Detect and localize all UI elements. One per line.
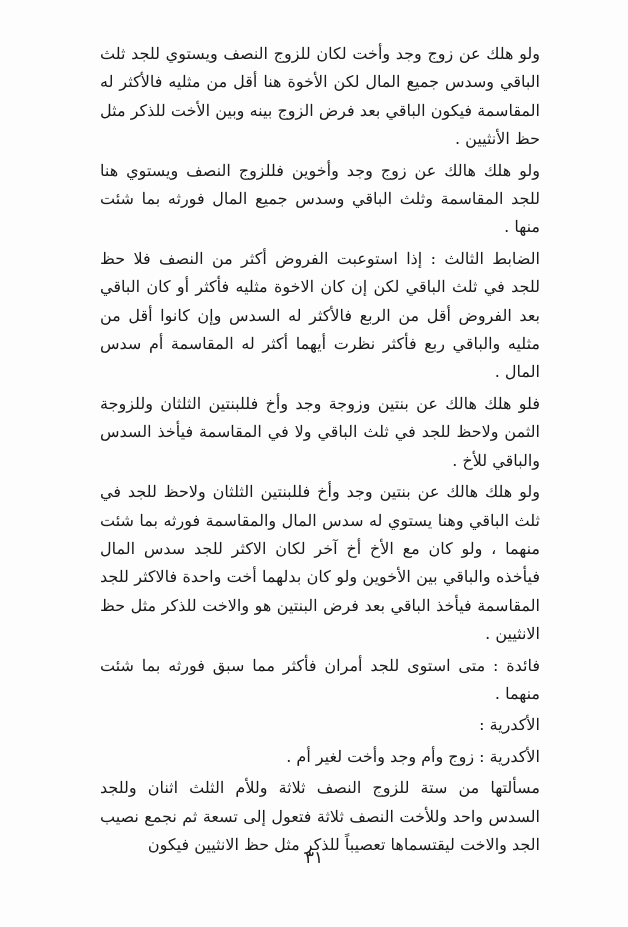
paragraph-6: فائدة : متى استوى للجد أمران فأكثر مما سبق فورثه بما شئت منهما . [100, 655, 540, 703]
paragraph-7: الأكدرية : [479, 715, 540, 735]
paragraph-9: مسألتها من ستة للزوج النصف ثلاثة وللأم الثلث اثنان وللجد السدس واحد وللأخت النصف ثلاثة فتعول إلى تسعة ثم نجمع نصيب الجد والاخت ليقتسماها تعصيباً للذكر مثل حظ الانثيين فيكون [100, 778, 540, 854]
paragraph-5: ولو هلك هالك عن بنتين وجد وأخ فللبنتين الثلثان ولاحظ للجد في ثلث الباقي وهنا يستوي له سدس المال والمقاسمة فورثه بما شئت منهما ، ولو كان مع الأخ أخ آخر لكان الاكثر للجد سدس المال فيأخذه والباقي بين الأخوين ولو كان بدلهما أخت واحدة فالاكثر للجد المقاسمة فيأخذ الباقي بعد فرض البنتين هو والاخت للذكر مثل حظ الانثيين . [100, 482, 540, 644]
paragraph-4: فلو هلك هالك عن بنتين وزوجة وجد وأخ فللبنتين الثلثان وللزوجة الثمن ولاحظ للجد في ثلث الباقي ولا في المقاسمة فيأخذ السدس والباقي للأخ . [100, 393, 540, 470]
page-body [100, 40, 540, 862]
paragraph-2: ولو هلك هالك عن زوج وجد وأخوين فللزوج النصف ويستوي هنا للجد المقاسمة وثلث الباقي وسدس جميع المال فورثه بما شئت منها . [100, 160, 540, 237]
paragraph-3: الضابط الثالث : إذا استوعبت الفروض أكثر من النصف فلا حظ للجد في ثلث الباقي لكن إن كان الاخوة مثليه فأكثر أو كان الباقي بعد الفروض أقل من الربع فالأكثر له السدس وإن كانوا أقل من مثليه والباقي ربع فأكثر نظرت أيهما أكثر له المقاسمة أم سدس المال . [100, 248, 540, 382]
page-number: ٣١ [304, 848, 324, 868]
paragraph-8: الأكدرية : زوج وأم وجد وأخت لغير أم . [286, 746, 540, 766]
paragraph-1: ولو هلك عن زوج وجد وأخت لكان للزوج النصف ويستوي للجد ثلث الباقي وسدس جميع المال لكن الأخوة هنا أقل من مثليه فالأكثر له المقاسمة فيكون الباقي بعد فرض الزوج بينه وبين الأخت للذكر مثل حظ الأنثيين . [100, 44, 540, 149]
